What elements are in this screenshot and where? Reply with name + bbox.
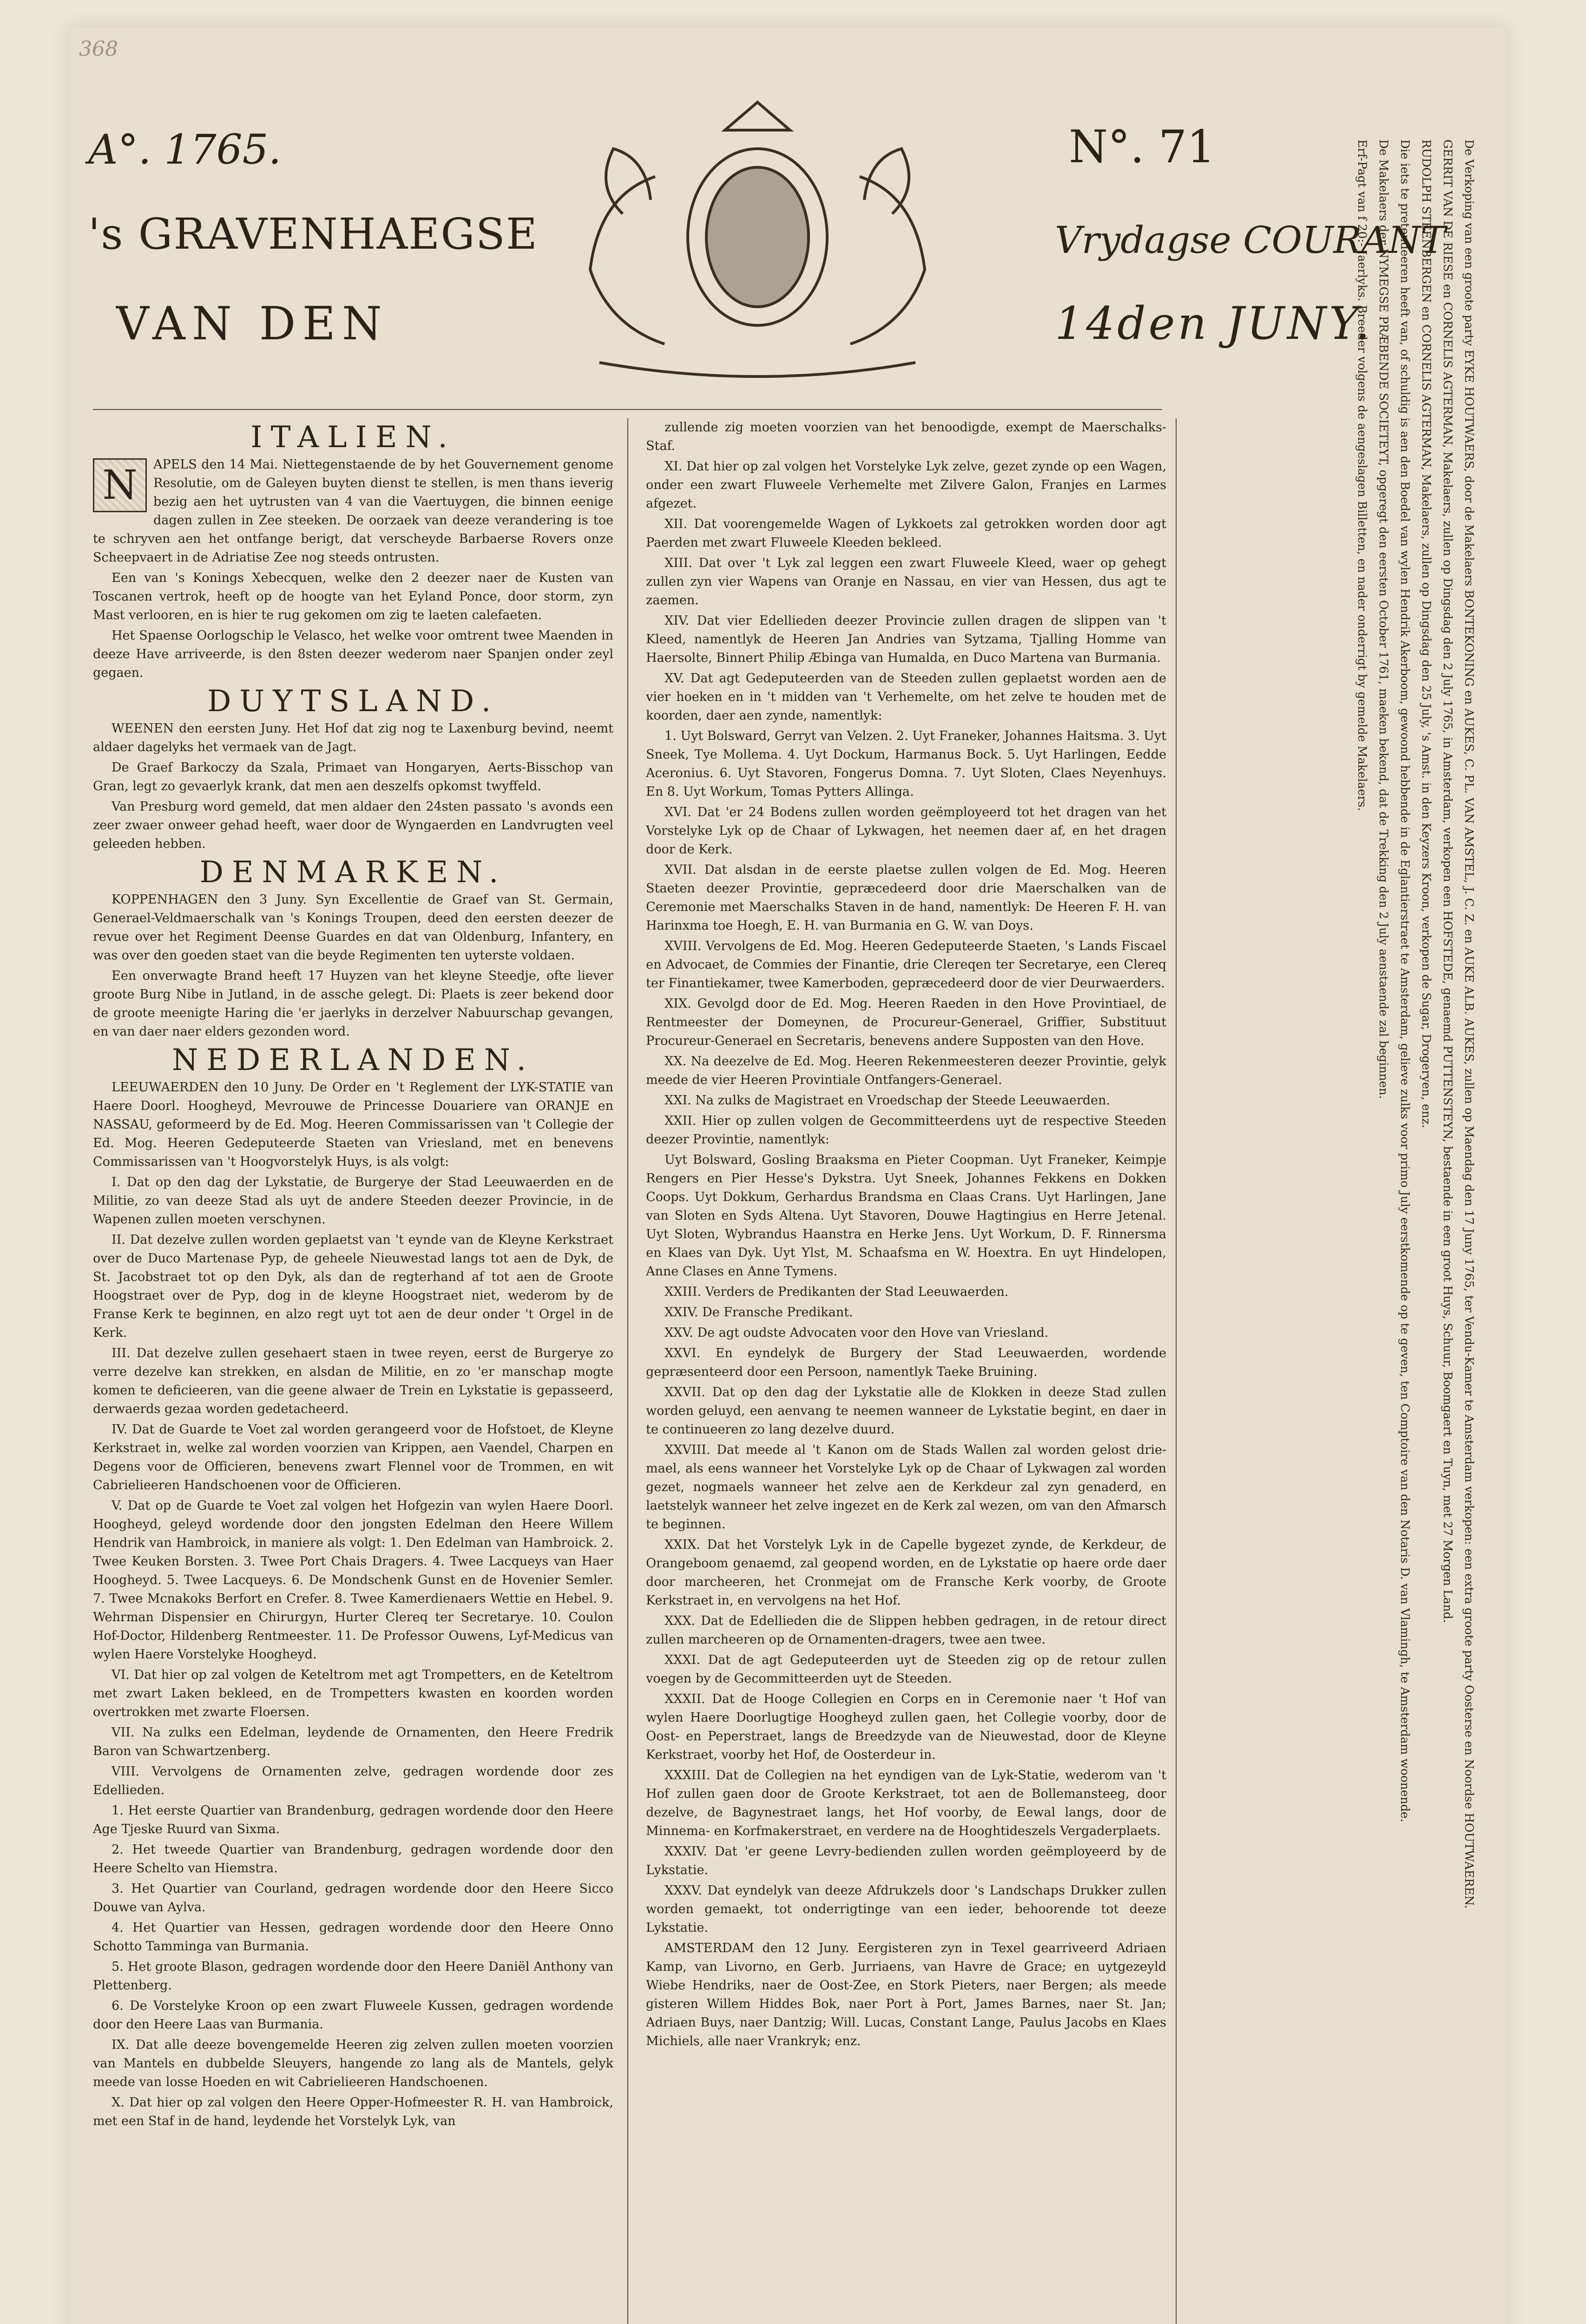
article-paragraph: XVII. Dat alsdan in de eerste plaetse zullen volgen de Ed. Mog. Heeren Staeten deezer Provintie, gepræcedeerd door drie Maerschalken van de Ceremonie met Maerschalks Staven in de hand, namentlyk: De Heeren F. H. van Harinxma toe Hoegh, E. H. van Burmania en G. W. van Doys. [646,863,1166,933]
paragraph-text: LEEUWAERDEN den 10 Juny. De Order en 't Reglement der LYK-STATIE van Haere Doorl. Hoogheyd, Mevrouwe de Princesse Douariere van ORANJE en NASSAU, geformeerd by de Ed. Mog. Heeren Commissarissen van 't Collegie der Ed. Mog. Heeren Gedeputeerde Staeten van Vriesland, met en benevens Commissarissen van 't Hoogvorstelyk Huys, is als volgt: [93,1080,613,1169]
paragraph-text: IX. Dat alle deeze bovengemelde Heeren zig zelven zullen moeten voorzien van Mantels en dubbelde Sleuyers, hangende zo lang als de Mantels, gelyk meede van losse Hoeden en wit Cabrielieeren Handschoenen. [93,2038,613,2089]
right-column [646,418,1166,2053]
article-paragraph: XX. Na deezelve de Ed. Mog. Heeren Rekenmeesteren deezer Provintie, gelyk meede de vier Heeren Provintiale Ontfangers-Generael. [646,1054,1166,1087]
paragraph-text: Het Spaense Oorlogschip le Velasco, het welke voor omtrent twee Maenden in deeze Have arriveerde, is den 8sten deezer wederom naer Spanjen onder zeyl gegaen. [93,628,613,680]
article-paragraph: XXII. Hier op zullen volgen de Gecommitteerdens uyt de respective Steeden deezer Provintie, namentlyk: [646,1114,1166,1147]
article-paragraph: zullende zig moeten voorzien van het benoodigde, exempt de Maerschalks-Staf. [646,420,1166,453]
article-paragraph: XI. Dat hier op zal volgen het Vorstelyke Lyk zelve, gezet zynde op een Wagen, onder een zwart Fluweele Verhemelte met Zilvere Galon, Franjes en Larmes afgezet. [646,459,1166,511]
article-paragraph [93,456,613,567]
masthead-rule [93,409,1162,410]
article-paragraph [93,1420,613,1495]
coat-of-arms-engraving [516,84,999,390]
article-paragraph: XIII. Dat over 't Lyk zal leggen een zwart Fluweele Kleed, waer op gehegt zullen zyn vier Wapens van Oranje en Nassau, en vier van Hessen, dus agt te zaemen. [646,556,1166,607]
article-paragraph [93,1763,613,1800]
advertisement: Erf-Pagt van f 20:- Jaerlyks. Breeder volgens de aengeslagen Billetten, en nader onderrigt by gemelde Makelaers. [1356,139,1369,811]
article-paragraph [93,1958,613,1995]
article-paragraph [93,1723,613,1761]
article-paragraph: XXI. Na zulks de Magistraet en Vroedschap der Steede Leeuwaerden. [665,1093,1110,1108]
masthead-title-left: 's GRAVENHAEGSE [88,209,538,259]
section-heading: DENMARKEN. [199,855,507,890]
advertisement: De Verkoping van een groote party EYKE HOUTWAERS, door de Makelaers BONTEKONING en AUKES, C. PL. VAN AMSTEL, J. C. Z. en AUKE ALB. AUKES, zullen op Maendag den 17 Juny 1765, ter Vendu-Kamer te Amsterdam verkopen: een extra groote party Oosterse en Noordse HOUTWAEREN. [1462,139,1476,1909]
paragraph-text: WEENEN den eersten Juny. Het Hof dat zig nog te Laxenburg bevind, neemt aldaer dagelyks het vermaek van de Jagt. [93,721,613,754]
article-paragraph [93,759,613,796]
section-heading: NEDERLANDEN. [172,1043,534,1077]
issue-year: A°. 1765. [88,125,282,173]
paragraph-text: 5. Het groote Blason, gedragen wordende door den Heere Daniël Anthony van Plettenberg. [93,1960,613,1993]
paragraph-text: VII. Na zulks een Edelman, leydende de Ornamenten, den Heere Fredrik Baron van Schwartzenberg. [93,1725,613,1758]
article-paragraph: XXXV. Dat eyndelyk van deeze Afdrukzels door 's Landschaps Drukker zullen worden gemaekt, tot onderrigtinge van een ieder, behoorende tot deeze Lykstatie. [646,1883,1166,1935]
paragraph-text: II. Dat dezelve zullen worden geplaetst van 't eynde van de Kleyne Kerkstraet over de Duco Martenase Pyp, de geheele Nieuwestad langs tot aen de Dyk, de St. Jacobstraet tot op den Dyk, als dan de regterhand af tot aen de Groote Hoogstraet over de Pyp, dog in de kleyne Hoogstraet niet, wederom by de Franse Kerk te beginnen, en alzo regt uyt tot aen de deur onder 't Orgel in de Kerk. [93,1233,613,1340]
paragraph-text: 1. Het eerste Quartier van Brandenburg, gedragen wordende door den Heere Age Tjeske Ruurd van Sixma. [93,1803,613,1836]
paragraph-text: KOPPENHAGEN den 3 Juny. Syn Excellentie de Graef van St. Germain, Generael-Veldmaerschalk van 's Konings Troupen, deed den eersten deezer de revue over het Regiment Deense Guardes en dat van Oldenburg, Infantery, en was over den goeden staet van die beyde Regimenten ten uyterste voldaen. [93,892,613,963]
article-paragraph: XXIX. Dat het Vorstelyk Lyk in de Capelle bygezet zynde, de Kerkdeur, de Orangeboom genaemd, zal geopend worden, en de Lykstatie op haere orde daer door marcheeren, het Cronmejat om de Fransche Kerk voorby, de Groote Kerkstraet in, en vervolgens na het Hof. [646,1538,1166,1608]
advertisement: GERRIT VAN DE RIESE en CORNELIS AGTERMAN, Makelaers, zullen op Dingsdag den 2 July 1765, in Amsterdam, verkopen een HOFSTEDE, genaemd PUTTENSTEYN, bestaende in een groot Huys, Schuur, Boomgaert en Tuyn, met 27 Morgen Land. [1441,139,1454,1623]
masthead-date-right: 14den JUNY. [1055,297,1373,350]
article-paragraph [93,1919,613,1956]
article-paragraph: 1. Uyt Bolsward, Gerryt van Velzen. 2. Uyt Franeker, Johannes Haitsma. 3. Uyt Sneek, Tye Mollema. 4. Uyt Dockum, Harmanus Bock. 5. Uyt Harlingen, Eedde Aceronius. 6. Uyt Stavoren, Fongerus Domna. 7. Uyt Sloten, Claes Neyenhuys. En 8. Uyt Workum, Tomas Pytters Allinga. [646,729,1166,799]
advertisement-column [1180,139,1478,2324]
article-paragraph: XVI. Dat 'er 24 Bodens zullen worden geëmployeerd tot het dragen van het Vorstelyke Lyk op de Chaar of Lykwagen, het neemen daer af, en het dragen door de Kerk. [646,805,1166,857]
article-paragraph [93,1880,613,1917]
paragraph-text: 3. Het Quartier van Courland, gedragen wordende door den Heere Sicco Douwe van Aylva. [93,1882,613,1915]
paragraph-text: 4. Het Quartier van Hessen, gedragen wordende door den Heere Onno Schotto Tamminga van Burmania. [93,1921,613,1954]
article-paragraph: XXXII. Dat de Hooge Collegien en Corps en in Ceremonie naer 't Hof van wylen Haere Doorlugtige Hoogheyd zullen gaen, het Collegie voorby, door de Oost- en Peperstraet, langs de Breedzyde van de Nieuwestad, door de Kleyne Kerkstraet, voorby het Hof, de Oosterdeur in. [646,1692,1166,1762]
article-paragraph [93,1497,613,1664]
crown-icon [725,102,790,130]
article-paragraph: XIV. Dat vier Edellieden deezer Provincie zullen dragen de slippen van 't Kleed, namentlyk de Heeren Jan Andries van Sytzama, Tjalling Homme van Haersolte, Binnert Philip Æbinga van Humalda, en Duco Martena van Burmania. [646,614,1166,665]
issue-number: N°. 71 [1069,121,1216,173]
paragraph-text: V. Dat op de Guarde te Voet zal volgen het Hofgezin van wylen Haere Doorl. Hoogheyd, geleyd wordende door den jongsten Edelman den Heere Willem Hendrik van Hambroick, in maniere als volgt: 1. Den Edelman van Hambroick. 2. Twee Keuken Borsten. 3. Twee Port Chais Dragers. 4. Twee Lacqueys van Haer Hoogheyd. 5. Twee Lacqueys. 6. De Mondschenk Gunst en de Hovenier Semler. 7. Twee Mcnakoks Berfort en Crefer. 8. Twee Kamerdienaers Wettie en Hebel. 9. Wehrman Dispensier en Chirurgyn, Hurter Clereq ter Secretarye. 10. Coulon Hof-Doctor, Hildenberg Rentmeester. 11. De Professor Ouwens, Lyf-Medicus van wylen Haere Vorstelyke Hoogheyd. [93,1499,613,1662]
article-paragraph [93,2036,613,2092]
article-paragraph [93,720,613,757]
advertisement: RUDOLPH STEENBERGEN en CORNELIS AGTERMAN, Makelaers, zullen op Dingsdag den 25 July, 's Amst. in den Keyzers Kroon, verkopen de Sugar, Drogeryen, enz. [1420,139,1433,1129]
article-paragraph [93,891,613,965]
advertisement: De Makelaers der NYMEGSE PRÆBENDE SOCIETEYT, opgeregt den eersten October 1761, maeken bekend, dat de Trekking den 2 July aenstaende zal beginnen. [1377,139,1390,1099]
article-paragraph [93,1078,613,1171]
article-paragraph [93,798,613,853]
article-paragraph [93,967,613,1041]
archive-mark-top: 368 [79,37,118,61]
article-paragraph: AMSTERDAM den 12 Juny. Eergisteren zyn in Texel gearriveerd Adriaen Kamp, van Livorno, en Gerb. Jurriaens, van Havre de Grace; en uytgezeyld Wiebe Hendriks, naer de Oost-Zee, en Stork Pieters, naer Bergen; als meede gisteren Willem Hiddes Bok, naer Port à Port, James Barnes, naer St. Jan; Adriaen Buys, naer Dantzig; Will. Lucas, Constant Lange, Paulus Jacobs en Klaes Michiels, alle naer Vrankryk; enz. [646,1941,1166,2048]
article-paragraph: XXXI. Dat de agt Gedeputeerden uyt de Steeden zig op de retour zullen voegen by de Gecommitteerden uyt de Steeden. [646,1653,1166,1686]
article-paragraph: XXXIII. Dat de Collegien na het eyndigen van de Lyk-Statie, wederom van 't Hof zullen gaen door de Groote Kerkstraet, tot aen de Bollemansteeg, door dezelve, de Bagynestraet langs, het Hof voorby, de Eewal langs, door de Minnema- en Korfmakerstraet, en verdere na de Hooghtideszels Vergaderplaets. [646,1768,1166,1838]
article-paragraph: Uyt Bolsward, Gosling Braaksma en Pieter Coopman. Uyt Franeker, Keimpje Rengers en Pier Hesse's Dykstra. Uyt Sneek, Johannes Fekkens en Dokken Coops. Uyt Dokkum, Gerhardus Brandsma en Claas Crans. Uyt Harlingen, Jane van Sloten en Syds Altena. Uyt Stavoren, Douwe Hagtingius en Herre Jetenal. Uyt Sloten, Wybrandus Haanstra en Herke Jens. Uyt Workum, D. F. Rinnersma en Klaes van Dyk. Uyt Ylst, M. Schaafsma en W. Hoextra. En uyt Hindelopen, Anne Clases en Anne Tymens. [646,1153,1166,1279]
section-heading: ITALIEN. [250,420,456,455]
column-divider [1176,418,1177,2324]
article-paragraph [93,1666,613,1722]
article-paragraph [93,627,613,682]
paragraph-text: I. Dat op den dag der Lykstatie, de Burgerye der Stad Leeuwaerden en de Militie, zo van deeze Stad als uyt de andere Steeden deezer Provincie, in de Wapenen zullen moeten verschynen. [93,1175,613,1227]
article-paragraph: XXX. Dat de Edellieden die de Slippen hebben gedragen, in de retour direct zullen marcheeren op de Ornamenten-dragers, twee aen twee. [646,1614,1166,1647]
article-paragraph [93,1231,613,1342]
paragraph-text: Een onverwagte Brand heeft 17 Huyzen van het kleyne Steedje, ofte liever groote Burg Nibe in Jutland, in de assche gelegt. Di: Plaets is zeer bekend door de groote meenigte Haring die 'er jaerlyks in derzelver Nabuurschap gevangen, en van daer naer elders gezonden word. [93,969,613,1039]
article-paragraph: XXVII. Dat op den dag der Lykstatie alle de Klokken in deeze Stad zullen worden geluyd, een aenvang te neemen wanneer de Lykstatie begint, en daer in te continueeren zo lang dezelve duurd. [646,1385,1166,1437]
paragraph-text: X. Dat hier op zal volgen den Heere Opper-Hofmeester R. H. van Hambroick, met een Staf in de hand, leydende het Vorstelyk Lyk, van [93,2095,613,2128]
article-paragraph: XXVI. En eyndelyk de Burgery der Stad Leeuwaerden, wordende gepræsenteerd door een Persoon, namentlyk Taeke Bruining. [646,1346,1166,1379]
article-paragraph: XXV. De agt oudste Advocaten voor den Hove van Vriesland. [665,1326,1049,1340]
paragraph-text: VI. Dat hier op zal volgen de Keteltrom met agt Trompetters, en de Keteltrom met zwart Laken bekleed, en de Trompetters kwasten en koorden worden overtrokken met zwarte Floersen. [93,1668,613,1719]
article-paragraph [93,1997,613,2034]
advertisements-rotated [1180,139,1478,2324]
article-paragraph: XII. Dat voorengemelde Wagen of Lykkoets zal getrokken worden door agt Paerden met zwart Fluweele Kleeden bekleed. [646,517,1166,550]
column-divider [627,418,628,2324]
article-paragraph: XIX. Gevolgd door de Ed. Mog. Heeren Raeden in den Hove Provintiael, de Rentmeester der Domeynen, de Procureur-Generael, Griffier, Substituut Procureur-Generael en Secretaris, benevens andere Supposten van den Hove. [646,997,1166,1048]
section-heading: DUYTSLAND. [207,684,500,719]
paragraph-text: Een van 's Konings Xebecquen, welke den 2 deezer naer de Kusten van Toscanen vertrok, heeft op de hoogte van het Eyland Ponce, door storm, zyn Mast verlooren, en is hier te rug gekomen om zig te laeten calefaeten. [93,571,613,622]
article-paragraph: XV. Dat agt Gedeputeerden van de Steeden zullen geplaetst worden aen de vier hoeken en in 't midden van 't Verhemelte, om het zelve te houden met de koorden, daer aen zynde, namentlyk: [646,671,1166,723]
paragraph-text: III. Dat dezelve zullen gesehaert staen in twee reyen, eerst de Burgerye zo verre dezelve kan strekken, en alsdan de Militie, en zo 'er manschap mogte komen te deficieeren, van die geene alwaer de Trein en Lykstatie is gepasseerd, derwaerds gezaa worden gedetacheerd. [93,1346,613,1416]
paragraph-text: De Graef Barkoczy da Szala, Primaet van Hongaryen, Aerts-Bisschop van Gran, legt zo gevaerlyk krank, dat men aen deszelfs opkomst twyffeld. [93,760,613,793]
article-paragraph [93,1841,613,1878]
paragraph-text: IV. Dat de Guarde te Voet zal worden gerangeerd voor de Hofstoet, de Kleyne Kerkstraet in, welke zal worden voorzien van Krippen, aen Vaendel, Charpen en Degens voor de Officieren, benevens zwart Flennel voor de Trommen, en wit Cabrielieeren Handschoenen voor de Officieren. [93,1422,613,1492]
paragraph-text: APELS den 14 Mai. Niettegenstaende de by het Gouvernement genome Resolutie, om de Galeyen buyten dienst te stellen, is men thans ieverig bezig aen het uytrusten van 4 van die Vaertuygen, die binnen eenige dagen zullen in Zee steeken. De oorzaek van deeze verandering is toe te schryven aen het ontfange berigt, dat verscheyde Barbaerse Rovers onze Scheepvaert in de Adriatise Zee nog steeds ontrusten. [93,457,613,565]
advertisement: Die iets te pretendeeren heeft van, of schuldig is aen den Boedel van wylen Hendrik Akerboom, gewoond hebbende in de Eglantierstraet te Amsterdam, gelieve zulks voor primo July eerstkomende op te geven, ten Comptoire van den Notaris D. van Vlamingh, te Amsterdam woonende. [1398,139,1412,1822]
masthead-title-right: Vrydagse COURANT [1055,218,1446,262]
paragraph-text: Van Presburg word gemeld, dat men aldaer den 24sten passato 's avonds een zeer zwaer onweer gehad heeft, waer door de Wyngaerden en Landvrugten veel geleeden hebben. [93,799,613,851]
paragraph-text: 6. De Vorstelyke Kroon op een zwart Fluweele Kussen, gedragen wordende door den Heere Laas van Burmania. [93,1999,613,2032]
article-paragraph [93,1344,613,1419]
article-paragraph: XVIII. Vervolgens de Ed. Mog. Heeren Gedeputeerde Staeten, 's Lands Fiscael en Advocaet, de Commies der Finantie, drie Clereqen ter Secretarye, een Clereq ter Finantiekamer, twee Kamerboden, gepræcedeerd door de vier Deurwaerders. [646,939,1166,990]
article-paragraph: XXVIII. Dat meede al 't Kanon om de Stads Wallen zal worden gelost drie-mael, als eens wanneer het Vorstelyke Lyk op de Chaar of Lykwagen zal worden gezet, nogmaels wanneer het zelve aen de Kerkdeur zal zyn genaderd, en laetstelyk wanneer het zelve ingezet en de Kerk zal wezen, om van den Afmarsch te beginnen. [646,1443,1166,1532]
article-paragraph [93,2093,613,2131]
paragraph-text: VIII. Vervolgens de Ornamenten zelve, gedragen wordende door zes Edellieden. [93,1764,613,1797]
article-paragraph [93,569,613,625]
masthead-date-left: VAN DEN [116,297,388,350]
article-paragraph: XXIV. De Fransche Predikant. [665,1305,853,1320]
dropcap-letter: N [93,458,147,512]
article-paragraph: XXIII. Verders de Predikanten der Stad Leeuwaerden. [665,1285,1009,1299]
article-paragraph: XXXIV. Dat 'er geene Levry-bedienden zullen worden geëmployeerd by de Lykstatie. [646,1844,1166,1877]
article-paragraph [93,1802,613,1839]
paragraph-text: 2. Het tweede Quartier van Brandenburg, gedragen wordende door den Heere Schelto van Hiemstra. [93,1842,613,1875]
article-paragraph [93,1173,613,1229]
left-column [93,418,613,2133]
